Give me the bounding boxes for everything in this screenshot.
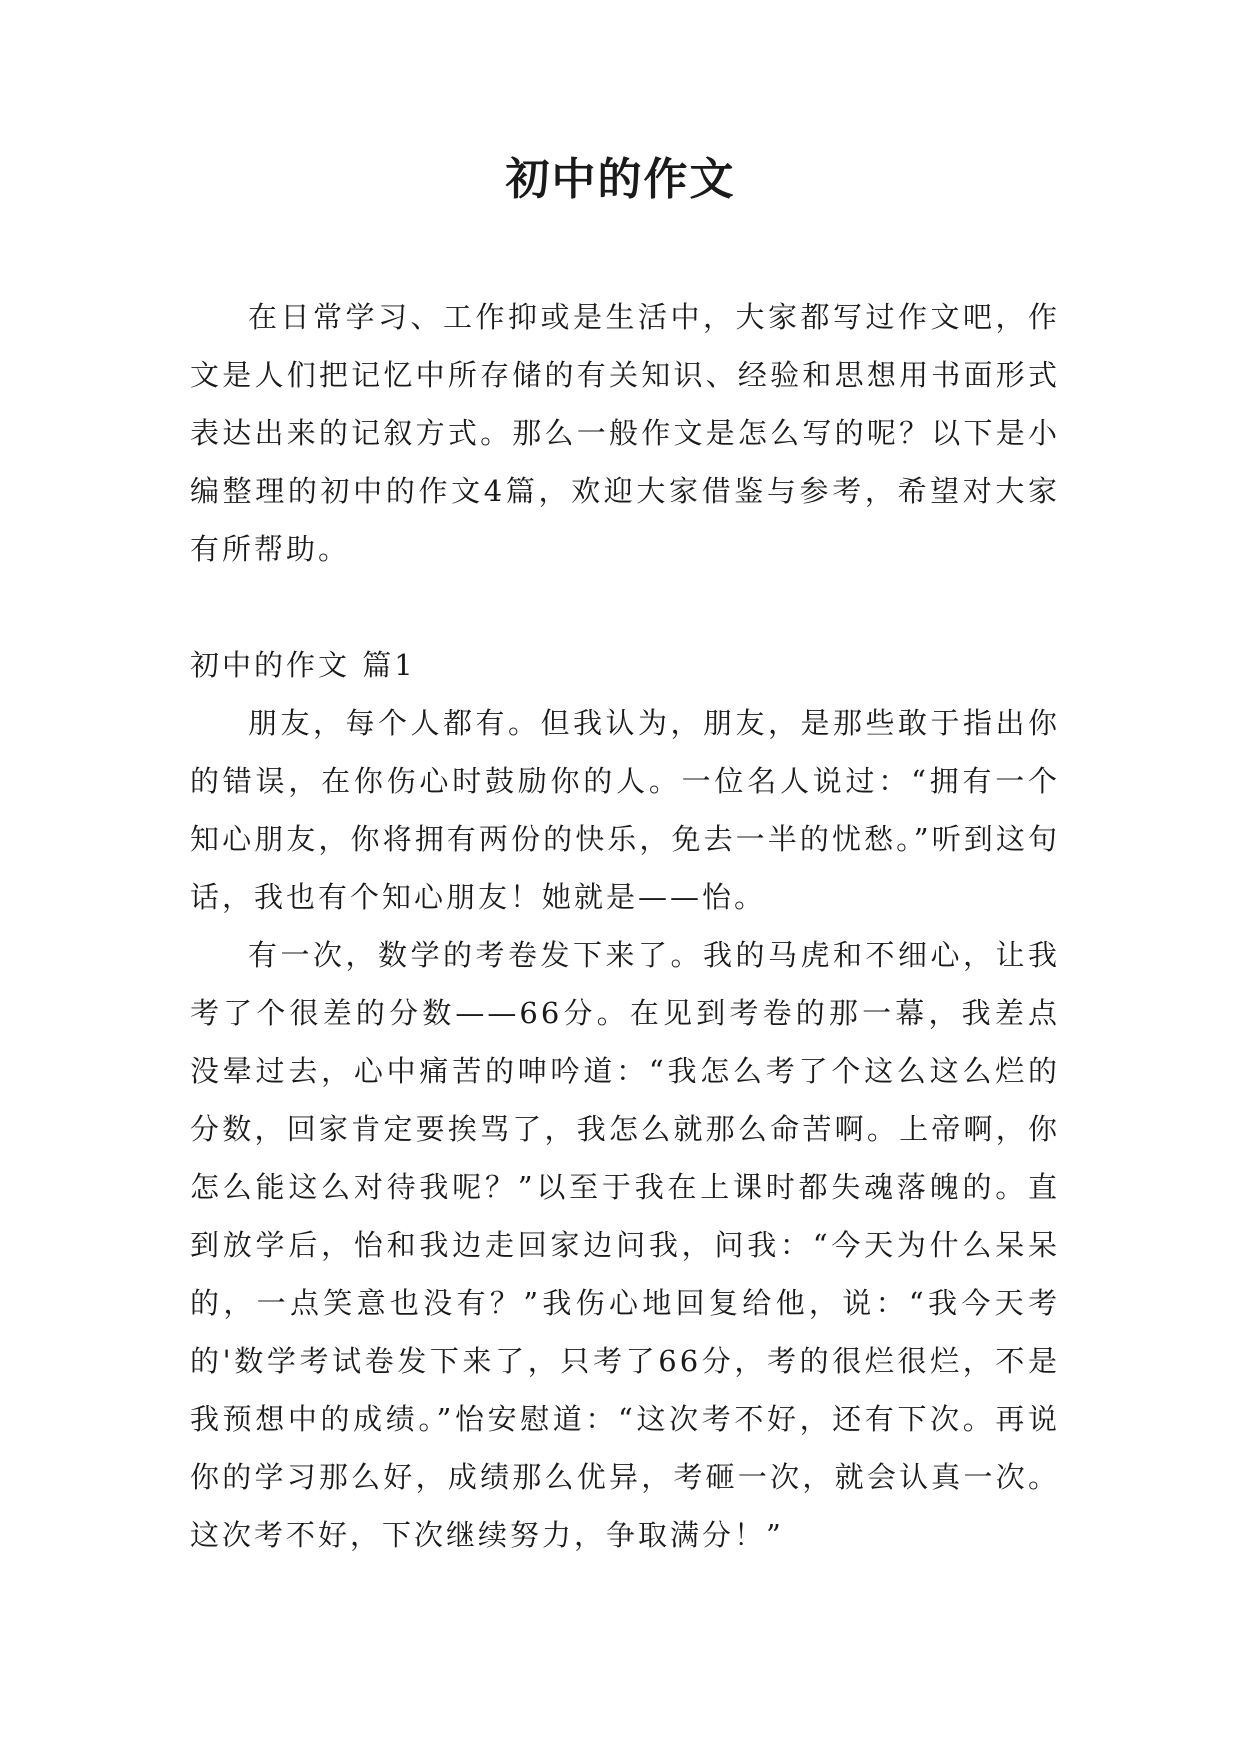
body-paragraph: 朋友，每个人都有。但我认为，朋友，是那些敢于指出你的错误，在你伤心时鼓励你的人。一位名人说过：“拥有一个知心朋友，你将拥有两份的快乐，免去一半的忧愁。”听到这句话，我也有个知心朋友！她就是——怡。 — [190, 706, 1060, 914]
document-title: 初中的作文 — [505, 154, 736, 205]
intro-paragraph: 在日常学习、工作抑或是生活中，大家都写过作文吧，作文是人们把记忆中所存储的有关知识、经验和思想用书面形式表达出来的记叙方式。那么一般作文是怎么写的呢？以下是小编整理的初中的作文4篇，欢迎大家借鉴与参考，希望对大家有所帮助。 — [190, 300, 1060, 566]
document-body — [190, 288, 1060, 1564]
body-paragraph: 有一次，数学的考卷发下来了。我的马虎和不细心，让我考了个很差的分数——66分。在见到考卷的那一幕，我差点没晕过去，心中痛苦的呻吟道：“我怎么考了个这么这么烂的分数，回家肯定要挨骂了，我怎么就那么命苦啊。上帝啊，你怎么能这么对待我呢？”以至于我在上课时都失魂落魄的。直到放学后，怡和我边走回家边问我，问我：“今天为什么呆呆的，一点笑意也没有？”我伤心地回复给他，说：“我今天考的'数学考试卷发下来了，只考了66分，考的很烂很烂，不是我预想中的成绩。”怡安慰道：“这次考不好，还有下次。再说你的学习那么好，成绩那么优异，考砸一次，就会认真一次。这次考不好，下次继续努力，争取满分！” — [190, 938, 1060, 1552]
section-heading: 初中的作文 篇1 — [190, 648, 416, 682]
